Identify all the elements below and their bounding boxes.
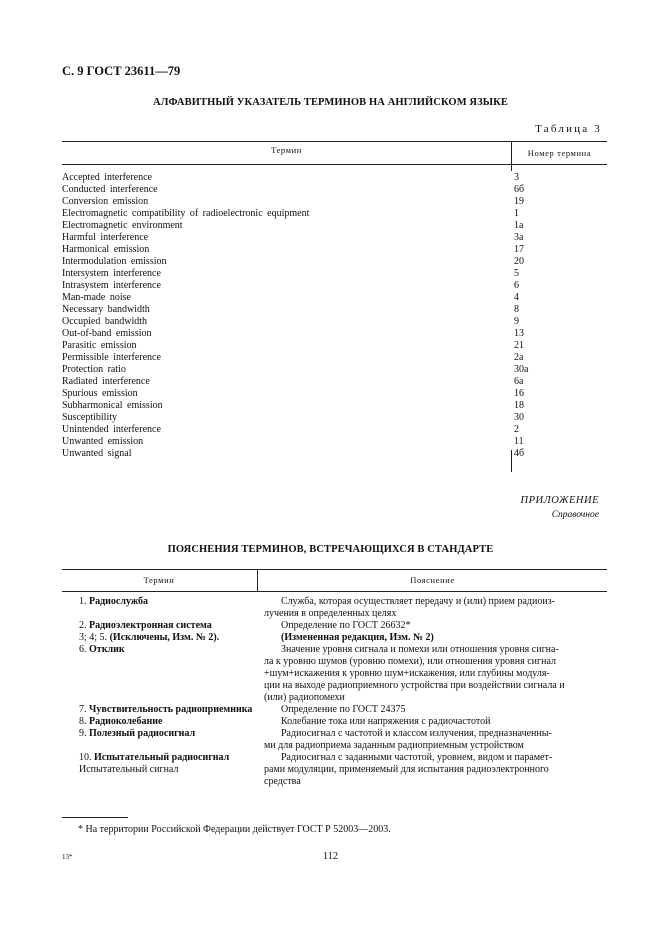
explanations-column-divider [257, 569, 258, 592]
term-number: 30а [514, 364, 529, 375]
explanation-term-text: Радиоколебание [89, 716, 163, 727]
term-name: Intrasystem interference [62, 280, 161, 291]
table3-header-term: Термин [271, 145, 302, 155]
term-number: 4б [514, 448, 525, 459]
term-name: Conducted interference [62, 184, 158, 195]
term-name: Accepted interference [62, 172, 152, 183]
explanation-term-number: 6. [79, 644, 87, 655]
table-row [62, 328, 607, 340]
explanation-text-line: (Измененная редакция, Изм. № 2) [281, 632, 434, 643]
term-number: 2а [514, 352, 524, 363]
print-mark: 13* [62, 853, 73, 861]
term-number: 9 [514, 316, 519, 327]
term-name: Parasitic emission [62, 340, 137, 351]
explanation-term-text: Отклик [89, 644, 125, 655]
section-title-explanations: ПОЯСНЕНИЯ ТЕРМИНОВ, ВСТРЕЧАЮЩИХСЯ В СТАНДАРТЕ [167, 544, 494, 555]
explanation-text-line: ла к уровню шумов (уровню помехи), или отношения уровня сигнал [264, 656, 556, 667]
explanation-text-line: ми для радиоприема заданным радиоприемным устройством [264, 740, 524, 751]
explanation-text-line: +шум+искажения к уровню шум+искажения, или глубины модуля- [264, 668, 550, 679]
table-row [62, 352, 607, 364]
term-number: 6 [514, 280, 519, 291]
table-row [62, 196, 607, 208]
table-row [62, 340, 607, 352]
explanation-term-number: 9. [79, 728, 87, 739]
appendix-subtitle: Справочное [551, 510, 599, 520]
explanation-term-number: 7. [79, 704, 87, 715]
table-row [62, 424, 607, 436]
explanation-term-text: Испытательный радиосигнал [94, 752, 230, 763]
term-number: 1 [514, 208, 519, 219]
explanation-term-number: 1. [79, 596, 87, 607]
term-number: 8 [514, 304, 519, 315]
explanations-header-rule [62, 591, 607, 592]
table-row [62, 268, 607, 280]
term-name: Unwanted emission [62, 436, 144, 447]
explanation-text-line: Определение по ГОСТ 24375 [281, 704, 406, 715]
table-row [62, 376, 607, 388]
explanations-header-explanation: Пояснение [410, 575, 455, 585]
table-row [62, 244, 607, 256]
term-name: Intermodulation emission [62, 256, 167, 267]
table-row [62, 448, 607, 460]
explanation-term-number: 2. [79, 620, 87, 631]
explanation-term-text: Испытательный сигнал [79, 764, 179, 775]
term-name: Spurious emission [62, 388, 138, 399]
table-row [62, 172, 607, 184]
term-number: 3 [514, 172, 519, 183]
table-row [62, 220, 607, 232]
table-row [62, 292, 607, 304]
table-row [62, 232, 607, 244]
table-row [62, 412, 607, 424]
table-row [62, 184, 607, 196]
explanation-term [79, 704, 252, 716]
table3-top-rule [62, 141, 607, 142]
table-row [62, 280, 607, 292]
explanation-term [79, 632, 219, 644]
explanation-term [79, 752, 229, 764]
term-name: Occupied bandwidth [62, 316, 148, 327]
explanation-term-number: 10. [79, 752, 92, 763]
term-number: 16 [514, 388, 524, 399]
section-title-english-index: АЛФАВИТНЫЙ УКАЗАТЕЛЬ ТЕРМИНОВ НА АНГЛИЙСКОМ ЯЗЫКЕ [153, 97, 508, 108]
term-name: Susceptibility [62, 412, 117, 423]
term-name: Harmful interference [62, 232, 149, 243]
term-number: 2 [514, 424, 519, 435]
explanation-term [79, 620, 212, 632]
term-number: 21 [514, 340, 524, 351]
term-name: Harmonical emission [62, 244, 150, 255]
term-name: Unintended interference [62, 424, 161, 435]
explanation-text-line: Радиосигнал с частотой и классом излучения, предназначенны- [281, 728, 552, 739]
term-name: Protection ratio [62, 364, 126, 375]
explanation-text-line: лучения в определенных целях [264, 608, 397, 619]
explanation-term [79, 596, 148, 608]
term-name: Man-made noise [62, 292, 131, 303]
explanation-term-text: Чувствительность радиоприемника [89, 704, 253, 715]
explanation-term-text: Радиоэлектронная система [89, 620, 212, 631]
explanation-term-number: 8. [79, 716, 87, 727]
term-name: Intersystem interference [62, 268, 161, 279]
term-name: Subharmonical emission [62, 400, 163, 411]
term-number: 1а [514, 220, 524, 231]
term-number: 30 [514, 412, 524, 423]
page-number: 112 [322, 851, 339, 862]
explanation-term-text: Радиослужба [89, 596, 148, 607]
term-name: Out-of-band emission [62, 328, 152, 339]
term-name: Electromagnetic environment [62, 220, 183, 231]
table-row [62, 208, 607, 220]
term-name: Permissible interference [62, 352, 161, 363]
footnote-rule [62, 817, 128, 818]
term-name: Radiated interference [62, 376, 150, 387]
table3-header-number: Номер термина [527, 148, 592, 158]
explanation-term [79, 764, 178, 776]
explanation-text-line: Определение по ГОСТ 26632* [281, 620, 411, 631]
table3-header-rule [62, 164, 607, 165]
table-row [62, 388, 607, 400]
table-row [62, 400, 607, 412]
explanation-term [79, 716, 162, 728]
table-label: Таблица 3 [535, 123, 602, 135]
explanation-term-text: Полезный радиосигнал [89, 728, 196, 739]
table-row [62, 256, 607, 268]
explanation-text-line: Значение уровня сигнала и помехи или отношения уровня сигна- [281, 644, 559, 655]
table-row [62, 436, 607, 448]
footnote: * На территории Российской Федерации действует ГОСТ Р 52003—2003. [78, 824, 391, 835]
explanation-text-line: ции на выходе радиоприемного устройства при воздействии сигнала и [264, 680, 565, 691]
explanation-text-line: (или) радиопомехи [264, 692, 345, 703]
explanation-term [79, 644, 125, 656]
explanation-text-line: средства [264, 776, 301, 787]
term-number: 5 [514, 268, 519, 279]
explanation-term [79, 728, 195, 740]
table-row [62, 304, 607, 316]
term-number: 20 [514, 256, 524, 267]
explanation-text-line: Радиосигнал с заданными частотой, уровнем, видом и парамет- [281, 752, 553, 763]
explanation-term-text: (Исключены, Изм. № 2). [109, 632, 220, 643]
appendix-title: ПРИЛОЖЕНИЕ [520, 495, 599, 506]
term-name: Unwanted signal [62, 448, 132, 459]
table3-column-divider-top [511, 141, 512, 171]
explanation-term-number: 3; 4; 5. [79, 632, 108, 643]
term-name: Electromagnetic compatibility of radioelectronic equipment [62, 208, 310, 219]
term-number: 19 [514, 196, 524, 207]
term-name: Necessary bandwidth [62, 304, 150, 315]
term-number: 18 [514, 400, 524, 411]
explanation-text-line: рами модуляции, применяемый для испытания радиоэлектронного [264, 764, 549, 775]
explanations-header-term: Термин [143, 575, 175, 585]
term-number: 4 [514, 292, 519, 303]
term-number: 6б [514, 184, 525, 195]
explanations-top-rule [62, 569, 607, 570]
term-number: 13 [514, 328, 524, 339]
explanation-text-line: Колебание тока или напряжения с радиочастотой [281, 716, 491, 727]
term-number: 11 [514, 436, 524, 447]
table-row [62, 316, 607, 328]
term-number: 6а [514, 376, 524, 387]
explanation-text-line: Служба, которая осуществляет передачу и (или) прием радиоиз- [281, 596, 556, 607]
page-header: С. 9 ГОСТ 23611—79 [62, 64, 181, 78]
term-number: 17 [514, 244, 524, 255]
term-name: Conversion emission [62, 196, 149, 207]
table-row [62, 364, 607, 376]
term-number: 3а [514, 232, 524, 243]
